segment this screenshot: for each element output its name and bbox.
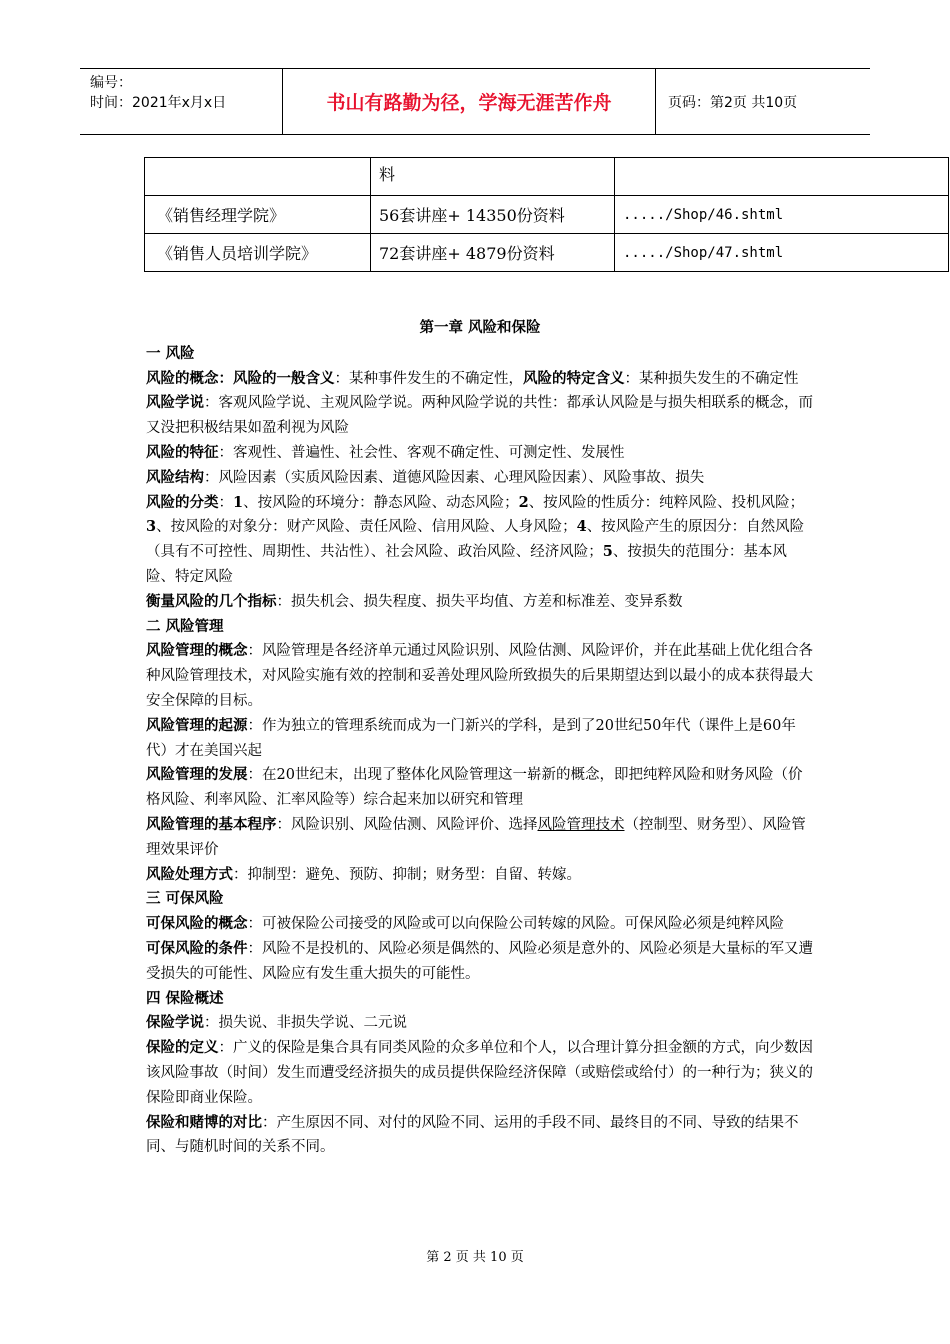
resource-table	[144, 157, 949, 272]
term: 风险处理方式	[146, 865, 233, 883]
table-row	[145, 158, 949, 196]
paragraph	[146, 491, 814, 590]
term: 风险管理的发展	[146, 766, 248, 784]
chapter-title: 第一章 风险和保险	[419, 319, 541, 336]
text: ：客观性、普遍性、社会性、客观不确定性、可测定性、发展性	[218, 444, 625, 461]
header-page-info: 页码：第2页 共10页	[668, 94, 798, 111]
table-row	[145, 234, 949, 272]
term: 风险的分类	[146, 493, 219, 511]
table-link[interactable]: ...../Shop/46.shtml	[615, 196, 949, 234]
term: 风险管理的概念	[146, 642, 248, 660]
term: 衡量风险的几个指标	[146, 592, 277, 610]
paragraph	[146, 863, 814, 888]
term: 保险的定义	[146, 1039, 219, 1057]
table-link[interactable]: ...../Shop/47.shtml	[615, 234, 949, 272]
paragraph	[146, 441, 814, 466]
number: 3	[146, 518, 157, 536]
section-heading: 一 风险	[146, 344, 195, 362]
table-cell: 《销售人员培训学院》	[145, 234, 371, 272]
text: 、按风险产生的原因分：自然风险（具有不可控性、周期性、共沾性）、社会风险、政治风险、经济风险；	[146, 519, 805, 561]
text: ：可被保险公司接受的风险或可以向保险公司转嫁的风险。可保风险必须是纯粹风险	[247, 916, 784, 933]
header-meta	[80, 69, 283, 134]
text: 、按风险的性质分：纯粹风险、投机风险；	[528, 494, 805, 511]
table-cell	[145, 158, 371, 196]
text: ：某种事件发生的不确定性，	[334, 370, 523, 387]
paragraph	[146, 367, 814, 392]
section-heading: 四 保险概述	[146, 989, 224, 1007]
term: 可保风险的条件	[146, 939, 248, 957]
page-header	[80, 68, 870, 135]
term: 风险的特定含义	[523, 369, 625, 387]
text: ：风险不是投机的、风险必须是偶然的、风险必须是意外的、风险必须是大量标的军又遭受损失的可能性、风险应有发生重大损失的可能性。	[146, 940, 813, 982]
term: 风险的概念：风险的一般含义	[146, 369, 335, 387]
paragraph	[146, 391, 814, 441]
text: ：损失说、非损失学说、二元说	[204, 1015, 407, 1032]
paragraph	[146, 1111, 814, 1161]
term: 风险学说	[146, 394, 204, 412]
table-cell: 料	[371, 158, 615, 196]
number: 4	[576, 518, 587, 536]
text: ：客观风险学说、主观风险学说。两种风险学说的共性：都承认风险是与损失相联系的概念，而又没把积极结果如盈利视为风险	[146, 395, 813, 437]
term: 保险和赌博的对比	[146, 1113, 262, 1131]
table-cell: 56套讲座+ 14350份资料	[371, 196, 615, 234]
term: 可保风险的概念	[146, 915, 248, 933]
paragraph	[146, 813, 814, 863]
text: ：风险管理是各经济单元通过风险识别、风险估测、风险评价，并在此基础上优化组合各种风险管理技术，对风险实施有效的控制和妥善处理风险所致损失的后果期望达到以最小的成本获得最大安全保障的目标。	[146, 643, 813, 709]
header-motto: 书山有路勤为径，学海无涯苦作舟	[283, 69, 656, 134]
paragraph	[146, 466, 814, 491]
table-cell: 《销售经理学院》	[145, 196, 371, 234]
text: 、按风险的环境分：静态风险、动态风险；	[243, 494, 519, 511]
text: ：损失机会、损失程度、损失平均值、方差和标准差、变异系数	[276, 593, 683, 610]
text: ：某种损失发生的不确定性	[624, 370, 799, 387]
time-label: 时间：2021年x月x日	[90, 95, 227, 111]
term: 保险学说	[146, 1014, 204, 1032]
number: 5	[602, 543, 613, 561]
term: 风险的特征	[146, 443, 219, 461]
table-cell	[615, 158, 949, 196]
code-label: 编号：	[90, 75, 132, 91]
paragraph	[146, 912, 814, 937]
text: ：抑制型：避免、预防、抑制；财务型：自留、转嫁。	[233, 866, 581, 883]
paragraph	[146, 1011, 814, 1036]
table-cell: 72套讲座+ 4879份资料	[371, 234, 615, 272]
text: ：广义的保险是集合具有同类风险的众多单位和个人，以合理计算分担金额的方式，向少数因该风险事故（时间）发生而遭受经济损失的成员提供保险经济保障（或赔偿或给付）的一种行为；狭义的保险即商业保险。	[146, 1040, 813, 1106]
underlined-term: 风险管理技术	[537, 816, 625, 833]
table-row	[145, 196, 949, 234]
term: 风险管理的起源	[146, 716, 248, 734]
document-body	[146, 316, 814, 1160]
text: ：风险因素（实质风险因素、道德风险因素、心理风险因素）、风险事故、损失	[204, 469, 705, 486]
section-heading: 三 可保风险	[146, 890, 224, 908]
paragraph	[146, 590, 814, 615]
paragraph	[146, 937, 814, 987]
paragraph	[146, 714, 814, 764]
text: ：作为独立的管理系统而成为一门新兴的学科，是到了20世纪50年代（课件上是60年代）才在美国兴起	[146, 717, 796, 759]
text: （控制型、财务型）、风险管理效果评价	[146, 816, 806, 858]
section-heading: 二 风险管理	[146, 617, 224, 635]
number: 2	[518, 493, 529, 511]
text: ：	[218, 494, 233, 511]
term: 风险结构	[146, 468, 204, 486]
number: 1	[233, 493, 244, 511]
page-footer: 第 2 页 共 10 页	[426, 1250, 524, 1265]
text: ：在20世纪末，出现了整体化风险管理这一崭新的概念，即把纯粹风险和财务风险（价格风险、利率风险、汇率风险等）综合起来加以研究和管理	[146, 767, 803, 809]
text: ：产生原因不同、对付的风险不同、运用的手段不同、最终目的不同、导致的结果不同、与随机时间的关系不同。	[146, 1114, 799, 1156]
term: 风险管理的基本程序	[146, 815, 277, 833]
text: 、按风险的对象分：财产风险、责任风险、信用风险、人身风险；	[156, 519, 577, 536]
paragraph	[146, 763, 814, 813]
paragraph	[146, 639, 814, 713]
text: 、按损失的范围分：基本风险、特定风险	[146, 544, 787, 585]
text: ：风险识别、风险估测、风险评价、选择	[276, 816, 538, 833]
paragraph	[146, 1036, 814, 1110]
